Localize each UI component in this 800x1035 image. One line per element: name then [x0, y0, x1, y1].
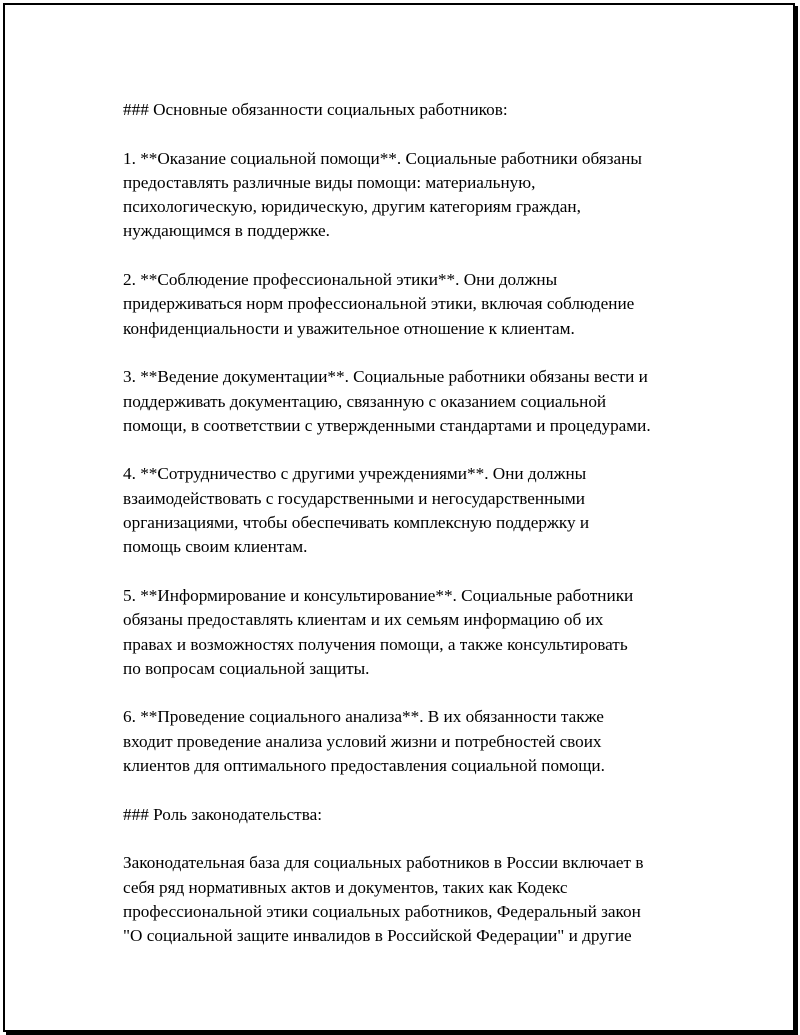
paragraph-line: предоставлять различные виды помощи: материальную, — [123, 172, 536, 192]
closing-paragraph — [123, 851, 693, 948]
paragraph-line: нуждающимся в поддержке. — [123, 221, 330, 241]
paragraph-line: 1. **Оказание социальной помощи**. Социальные работники обязаны — [123, 148, 642, 168]
paragraph-line: поддерживать документацию, связанную с оказанием социальной — [123, 391, 607, 411]
document-body — [123, 98, 693, 973]
paragraph-line: правах и возможностях получения помощи, а также консультировать — [123, 634, 628, 654]
paragraph-line: 5. **Информирование и консультирование**. Социальные работники — [123, 585, 634, 605]
paragraph-line: 3. **Ведение документации**. Социальные работники обязаны вести и — [123, 367, 648, 387]
paragraph-line: обязаны предоставлять клиентам и их семьям информацию об их — [123, 610, 604, 630]
paragraph-line: организациями, чтобы обеспечивать комплексную поддержку и — [123, 513, 590, 533]
heading-text: ### Основные обязанности социальных работников: — [123, 100, 508, 119]
section-heading-duties — [123, 98, 693, 122]
list-item — [123, 584, 693, 681]
paragraph-line: входит проведение анализа условий жизни и потребностей своих — [123, 731, 602, 751]
paragraph-line: 2. **Соблюдение профессиональной этики**. Они должны — [123, 270, 558, 290]
paragraph-line: помощь своим клиентам. — [123, 537, 308, 557]
paragraph-line: взаимодействовать с государственными и негосударственными — [123, 488, 585, 508]
paragraph-line: 6. **Проведение социального анализа**. В их обязанности также — [123, 707, 604, 727]
list-item — [123, 705, 693, 778]
paragraph-line: Законодательная база для социальных работников в России включает в — [123, 853, 644, 873]
paragraph-line: себя ряд нормативных актов и документов, таких как Кодекс — [123, 877, 568, 897]
paragraph-line: придерживаться норм профессиональной этики, включая соблюдение — [123, 294, 635, 314]
paragraph-line: клиентов для оптимального предоставления социальной помощи. — [123, 756, 605, 776]
paragraph-line: профессиональной этики социальных работников, Федеральный закон — [123, 901, 641, 921]
list-item — [123, 462, 693, 559]
list-item — [123, 268, 693, 341]
paragraph-line: конфиденциальности и уважительное отношение к клиентам. — [123, 318, 575, 338]
paragraph-line: "О социальной защите инвалидов в Российской Федерации" и другие — [123, 926, 632, 946]
paragraph-line: психологическую, юридическую, другим категориям граждан, — [123, 197, 581, 217]
paragraph-line: по вопросам социальной защиты. — [123, 658, 370, 678]
heading-text: ### Роль законодательства: — [123, 804, 322, 824]
paragraph-line: 4. **Сотрудничество с другими учреждениями**. Они должны — [123, 464, 587, 484]
paragraph-line: помощи, в соответствии с утвержденными стандартами и процедурами. — [123, 415, 651, 435]
section-heading-legislation — [123, 803, 693, 827]
document-page — [3, 3, 795, 1032]
list-item — [123, 147, 693, 244]
list-item — [123, 365, 693, 438]
